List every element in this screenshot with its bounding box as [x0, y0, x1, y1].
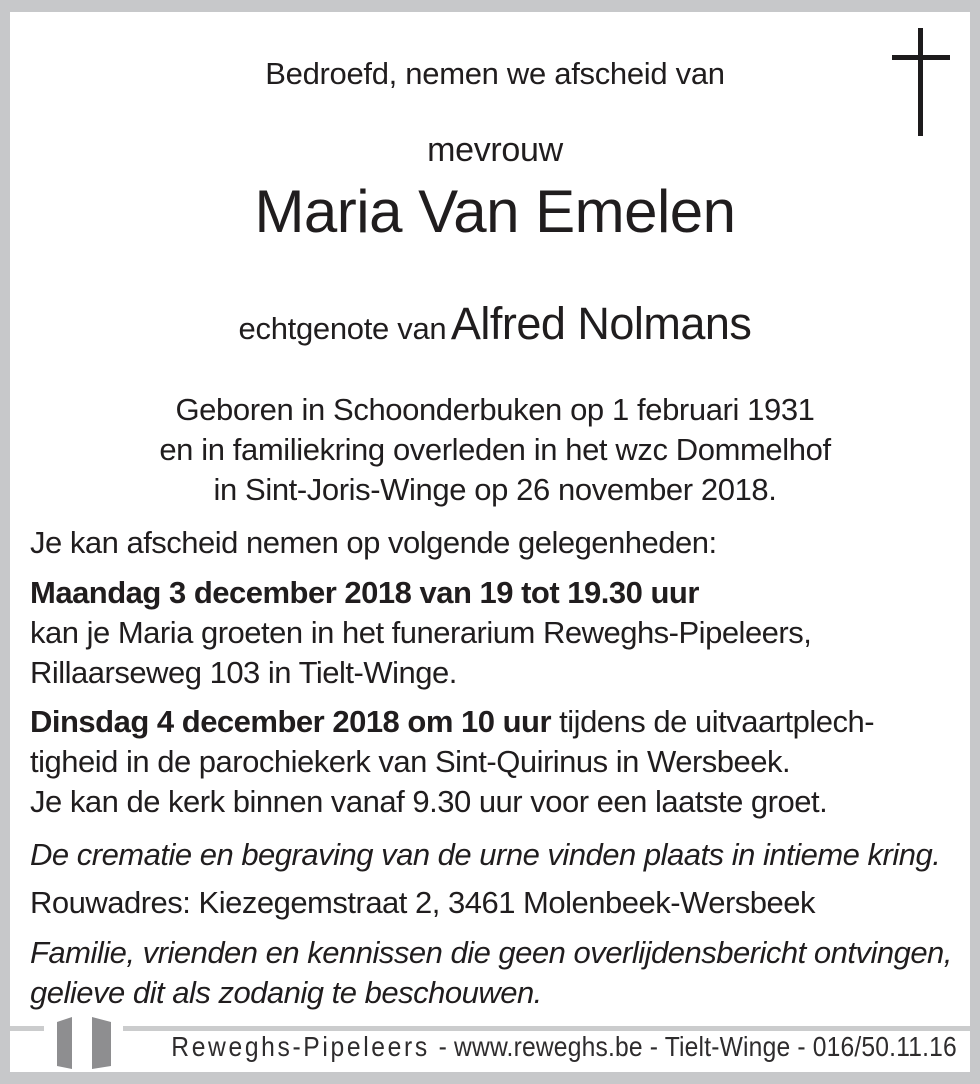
- event-viewing: [30, 573, 960, 693]
- footer-rule-left-segment: [10, 1026, 44, 1031]
- event-service-when: Dinsdag 4 december 2018 om 10 uur: [30, 704, 552, 739]
- life-dates: [20, 390, 970, 510]
- obituary-paper: [10, 12, 970, 1072]
- notice-line-1: Familie, vrienden en kennissen die geen overlijdensbericht ontvingen,: [30, 935, 952, 970]
- event-viewing-line-2: Rillaarseweg 103 in Tielt-Winge.: [30, 655, 457, 690]
- deceased-name: Maria Van Emelen: [254, 178, 736, 245]
- farewell-intro: Je kan afscheid nemen op volgende gelegenheden:: [30, 525, 717, 560]
- event-service-line-2: tigheid in de parochiekerk van Sint-Quirinus in Wersbeek.: [30, 744, 791, 779]
- death-line-1: en in familiekring overleden in het wzc Dommelhof: [159, 432, 831, 467]
- reweghs-pipeleers-logo-icon: [57, 1017, 111, 1069]
- spouse-line: [20, 298, 970, 350]
- event-viewing-line-1: kan je Maria groeten in het funerarium Reweghs-Pipeleers,: [30, 615, 812, 650]
- event-viewing-when: Maandag 3 december 2018 van 19 tot 19.30 uur: [30, 575, 699, 610]
- spouse-prefix: echtgenote van: [238, 311, 447, 346]
- mourning-address: Rouwadres: Kiezegemstraat 2, 3461 Molenbeek-Wersbeek: [30, 885, 816, 920]
- footer-contact-line: [171, 1031, 957, 1063]
- death-line-2: in Sint-Joris-Winge op 26 november 2018.: [213, 472, 777, 507]
- event-service-line-3: Je kan de kerk binnen vanaf 9.30 uur voor een laatste groet.: [30, 784, 828, 819]
- event-service-when-rest: tijdens de uitvaartplech-: [551, 704, 875, 739]
- salutation-text: mevrouw: [427, 131, 563, 169]
- intro-text: Bedroefd, nemen we afscheid van: [265, 56, 725, 91]
- notice: [30, 933, 960, 1013]
- event-service-line-1: [30, 702, 960, 742]
- footer-contact-details: - www.reweghs.be - Tielt-Winge - 016/50.11.16: [438, 1031, 957, 1062]
- footer-company-name: Reweghs-Pipeleers: [171, 1031, 430, 1062]
- spouse-name: Alfred Nolmans: [450, 298, 752, 349]
- birth-line: Geboren in Schoonderbuken op 1 februari 1931: [175, 392, 815, 427]
- event-service: [30, 702, 960, 822]
- cremation-note: De crematie en begraving van de urne vinden plaats in intieme kring.: [30, 837, 941, 872]
- notice-line-2: gelieve dit als zodanig te beschouwen.: [30, 975, 542, 1010]
